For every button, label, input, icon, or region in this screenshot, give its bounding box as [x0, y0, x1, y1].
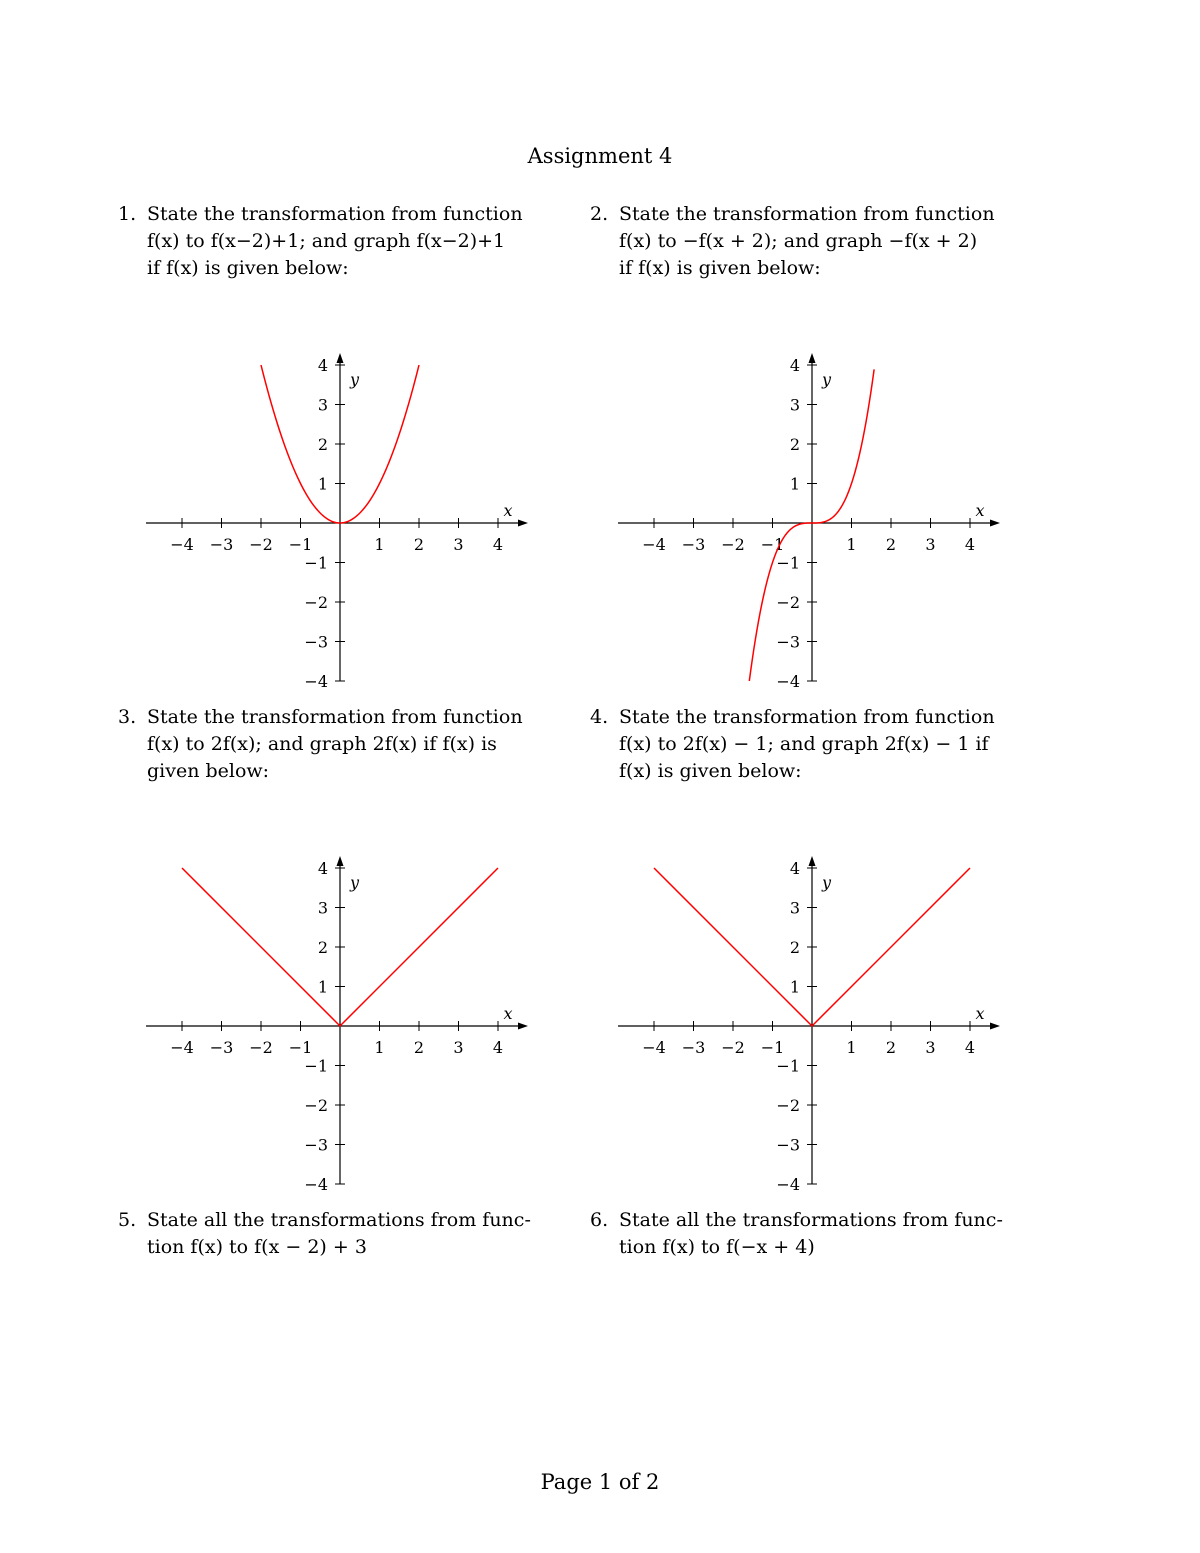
problem-number: 1.: [118, 203, 137, 225]
y-tick-label: 4: [789, 356, 800, 375]
x-axis-label: x: [503, 1004, 513, 1023]
x-tick-label: −3: [681, 535, 706, 554]
page-footer: Page 1 of 2: [540, 1470, 660, 1494]
graph-svg: [612, 355, 1012, 695]
problem-text-line: tion f(x) to f(x − 2) + 3: [147, 1236, 367, 1258]
x-tick-label: 4: [492, 535, 504, 554]
x-axis-label: x: [975, 501, 985, 520]
problem-text-line: if f(x) is given below:: [619, 257, 821, 279]
y-tick-label: −4: [304, 1175, 328, 1194]
x-tick-label: −1: [760, 1038, 785, 1057]
y-tick-label: 2: [789, 435, 800, 454]
x-axis-arrow: [518, 520, 528, 527]
y-axis-arrow: [337, 856, 344, 866]
problem-text-line: f(x) to f(x−2)+1; and graph f(x−2)+1: [147, 230, 506, 252]
y-axis-label: y: [350, 873, 360, 892]
y-tick-label: 4: [789, 859, 800, 878]
problem-text-line: State the transformation from function: [619, 706, 995, 728]
x-tick-label: −4: [170, 1038, 194, 1057]
y-tick-label: 2: [317, 435, 328, 454]
problem-6: [590, 1207, 1010, 1261]
graph-problem-2: [612, 355, 1012, 695]
y-tick-label: 1: [317, 474, 328, 494]
y-tick-label: −1: [776, 1056, 800, 1076]
graph-svg: [140, 858, 540, 1198]
x-axis-arrow: [990, 1023, 1000, 1030]
x-tick-label: 3: [453, 1038, 464, 1057]
page-title: Assignment 4: [527, 144, 673, 168]
y-axis-label: y: [350, 370, 360, 389]
x-tick-label: 4: [964, 1038, 976, 1057]
graph-svg: [612, 858, 1012, 1198]
y-axis-arrow: [337, 353, 344, 363]
x-tick-label: −1: [288, 535, 313, 554]
y-tick-label: 4: [317, 356, 328, 375]
problem-text-line: State the transformation from function: [147, 706, 523, 728]
x-tick-label: 3: [925, 1038, 936, 1057]
y-tick-label: 2: [789, 938, 800, 957]
problem-text-line: State all the transformations from func-: [619, 1209, 1003, 1231]
graph-problem-4: [612, 858, 1012, 1198]
x-tick-label: 1: [846, 535, 857, 554]
y-tick-label: 3: [789, 898, 800, 918]
x-tick-label: −2: [721, 1038, 745, 1057]
problem-number: 3.: [118, 706, 137, 728]
x-axis-label: x: [975, 1004, 985, 1023]
y-tick-label: −1: [304, 553, 328, 573]
x-tick-label: −4: [642, 535, 666, 554]
problem-text-line: tion f(x) to f(−x + 4): [619, 1236, 815, 1258]
problem-text-line: State all the transformations from func-: [147, 1209, 531, 1231]
y-tick-label: −3: [304, 1135, 328, 1155]
problem-5: [118, 1207, 538, 1261]
problem-number: 6.: [590, 1209, 609, 1231]
y-tick-label: 1: [789, 977, 800, 997]
problem-4: [590, 704, 1010, 785]
x-tick-label: −4: [170, 535, 194, 554]
problem-text-line: f(x) to −f(x + 2); and graph −f(x + 2): [619, 230, 978, 252]
y-tick-label: −2: [304, 593, 328, 612]
x-tick-label: 1: [846, 1038, 857, 1057]
y-tick-label: 1: [789, 474, 800, 494]
x-tick-label: 1: [374, 1038, 385, 1057]
problem-text-line: f(x) to 2f(x) − 1; and graph 2f(x) − 1 if: [619, 733, 989, 755]
y-tick-label: 4: [317, 859, 328, 878]
graph-problem-3: [140, 858, 540, 1198]
x-tick-label: −3: [209, 535, 234, 554]
y-tick-label: −3: [776, 1135, 800, 1155]
y-tick-label: −1: [776, 553, 800, 573]
x-tick-label: 2: [413, 535, 425, 554]
y-tick-label: 3: [789, 395, 800, 415]
x-tick-label: −4: [642, 1038, 666, 1057]
x-tick-label: −1: [288, 1038, 313, 1057]
problem-text-line: if f(x) is given below:: [147, 257, 349, 279]
y-tick-label: −4: [776, 672, 800, 691]
problem-number: 4.: [590, 706, 609, 728]
x-tick-label: 2: [885, 535, 897, 554]
x-tick-label: 3: [453, 535, 464, 554]
problem-number: 2.: [590, 203, 609, 225]
y-tick-label: −3: [776, 632, 800, 652]
x-tick-label: 2: [885, 1038, 897, 1057]
x-tick-label: −2: [721, 535, 745, 554]
x-tick-label: −1: [760, 535, 785, 554]
x-tick-label: −3: [681, 1038, 706, 1057]
y-tick-label: −2: [304, 1096, 328, 1115]
x-tick-label: −2: [249, 535, 273, 554]
y-tick-label: 3: [317, 395, 328, 415]
y-tick-label: 2: [317, 938, 328, 957]
problem-3: [118, 704, 538, 785]
x-axis-arrow: [518, 1023, 528, 1030]
y-tick-label: 1: [317, 977, 328, 997]
graph-problem-1: [140, 355, 540, 695]
y-tick-label: 3: [317, 898, 328, 918]
x-axis-label: x: [503, 501, 513, 520]
y-axis-arrow: [809, 353, 816, 363]
y-axis-label: y: [822, 370, 832, 389]
x-tick-label: 1: [374, 535, 385, 554]
problem-text-line: State the transformation from function: [147, 203, 523, 225]
problem-1: [118, 201, 538, 282]
y-tick-label: −4: [776, 1175, 800, 1194]
problem-number: 5.: [118, 1209, 137, 1231]
y-tick-label: −3: [304, 632, 328, 652]
y-tick-label: −4: [304, 672, 328, 691]
x-tick-label: 4: [492, 1038, 504, 1057]
problem-2: [590, 201, 1010, 282]
problem-text-line: f(x) is given below:: [619, 760, 802, 782]
graph-svg: [140, 355, 540, 695]
y-tick-label: −2: [776, 1096, 800, 1115]
x-tick-label: −3: [209, 1038, 234, 1057]
x-tick-label: 3: [925, 535, 936, 554]
x-tick-label: −2: [249, 1038, 273, 1057]
x-tick-label: 4: [964, 535, 976, 554]
y-tick-label: −1: [304, 1056, 328, 1076]
problem-text-line: given below:: [147, 760, 270, 782]
y-axis-arrow: [809, 856, 816, 866]
y-axis-label: y: [822, 873, 832, 892]
problem-text-line: State the transformation from function: [619, 203, 995, 225]
x-tick-label: 2: [413, 1038, 425, 1057]
problem-text-line: f(x) to 2f(x); and graph 2f(x) if f(x) is: [147, 733, 497, 755]
y-tick-label: −2: [776, 593, 800, 612]
x-axis-arrow: [990, 520, 1000, 527]
